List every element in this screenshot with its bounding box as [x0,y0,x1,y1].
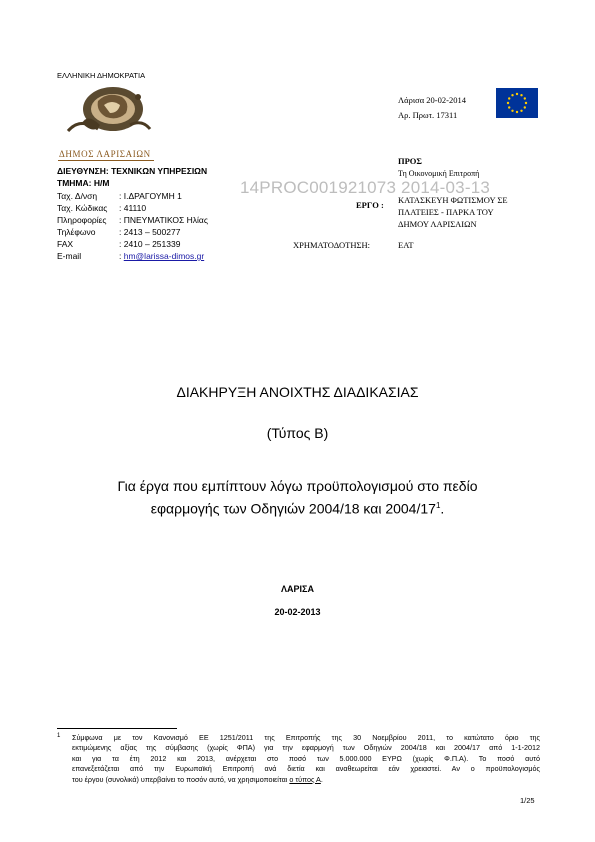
footnote-line-5: του έργου (συνολικά) υπερβαίνει το ποσόν αυτό, να χρησιμοποιείται [72,774,290,784]
project-title-line: ΔΗΜΟΥ ΛΑΡΙΣΑΙΩΝ [398,219,477,229]
description-end: . [440,500,445,517]
contact-email-label: E-mail [57,251,82,261]
page-number: 1/25 [520,796,535,805]
footnote-line: εκτιμώμενης αξίας της σύμβασης (χωρίς ΦΠΑ) για την εφαρμογή των Οδηγιών 2004/18 και 2004/17 από 1-1-2012 [72,743,540,753]
contact-info-value: : ΠΝΕΥΜΑΤΙΚΟΣ Ηλίας [119,215,208,225]
contact-fax [57,239,180,249]
contact-phone-label: Τηλέφωνο [57,227,96,237]
contact-email [57,251,204,261]
email-link[interactable]: hm@larissa-dimos.gr [123,251,205,261]
department: ΤΜΗΜΑ: Η/Μ [57,178,110,188]
municipality-logo [58,83,158,147]
contact-address-value: : Ι.ΔΡΑΓΟΥΜΗ 1 [119,191,182,201]
contact-fax-value: : 2410 – 251339 [119,239,181,249]
to-label: ΠΡΟΣ [398,156,422,166]
funding-label: ΧΡΗΜΑΤΟΔΟΤΗΣΗ: [293,240,370,250]
footnote-ref[interactable]: 1 [435,501,441,510]
footnote-text [72,733,540,785]
watermark-ada: 14PROC001921073 2014-03-13 [240,178,490,197]
directorate: ΔΙΕΥΘΥΝΣΗ: ΤΕΧΝΙΚΩΝ ΥΠΗΡΕΣΙΩΝ [57,166,208,176]
contact-address [57,191,182,201]
document-description [0,476,595,519]
country-name: ΕΛΛΗΝΙΚΗ ΔΗΜΟΚΡΑΤΙΑ [57,71,146,80]
issue-date: Λάρισα 20-02-2014 [398,95,466,105]
footnote-line [72,775,540,785]
contact-info-label: Πληροφορίες [57,215,107,225]
contact-postcode [57,203,146,213]
to-value: Τη Οικονομική Επιτροπή [398,169,480,178]
eu-flag-icon [496,88,538,118]
contact-fax-label: FAX [57,239,74,249]
contact-email-sep: : [119,251,122,261]
description-line-2 [0,496,595,519]
municipality-logo-text: ΔΗΜΟΣ ΛΑΡΙΣΑΙΩΝ [59,149,151,159]
project-title-line: ΠΛΑΤΕΙΕΣ - ΠΑΡΚΑ ΤΟΥ [398,207,494,217]
project-title [398,194,508,230]
contact-phone [57,227,180,237]
footnote-divider [57,728,177,729]
document-title: ΔΙΑΚΗΡΥΞΗ ΑΝΟΙΧΤΗΣ ΔΙΑΔΙΚΑΣΙΑΣ [176,384,419,400]
description-line-2-text: εφαρμογής των Οδηγιών 2004/18 και 2004/17 [150,500,436,517]
protocol-number: Αρ. Πρωτ. 17311 [398,110,458,120]
footnote-line: Σύμφωνα με τον Κανονισμό ΕΕ 1251/2011 της Επιτροπής της 30 Νοεμβρίου 2011, το κατώτατο όριο της [72,733,540,742]
type-a-link[interactable]: ο τύπος Α [289,774,321,784]
description-line-1: Για έργα που εμπίπτουν λόγω προϋπολογισμού στο πεδίο [117,478,478,494]
contact-postcode-value: : 41110 [119,203,147,213]
project-title-line: ΚΑΤΑΣΚΕΥΗ ΦΩΤΙΣΜΟΥ ΣΕ [398,195,508,205]
contact-address-label: Ταχ. Δ/νση [57,191,98,201]
footnote-number: 1 [57,733,61,739]
project-label: ΕΡΓΟ : [356,200,384,210]
funding-value: ΕΑΤ [398,240,414,250]
contact-phone-value: : 2413 – 500277 [119,227,181,237]
document-subtitle: (Τύπος Β) [266,425,329,441]
document-date: 20-02-2013 [274,607,321,617]
logo-divider [58,160,154,161]
contact-postcode-label: Ταχ. Κώδικας [57,203,108,213]
place: ΛΑΡΙΣΑ [281,584,314,594]
contact-info [57,215,208,225]
footnote-line: επανεξετάζεται από την Ευρωπαϊκή Επιτροπή ανά διετία και αναθεωρείται εάν χρειαστεί. Αν ο προϋπολογισμός [72,764,540,774]
footnote-line-5-end: . [320,774,323,784]
footnote-line: και για τα έτη 2012 και 2013, ανέρχεται στο ποσό των 5.000.000 ΕΥΡΩ (χωρίς Φ.Π.Α). Το ποσό αυτό [72,753,540,763]
